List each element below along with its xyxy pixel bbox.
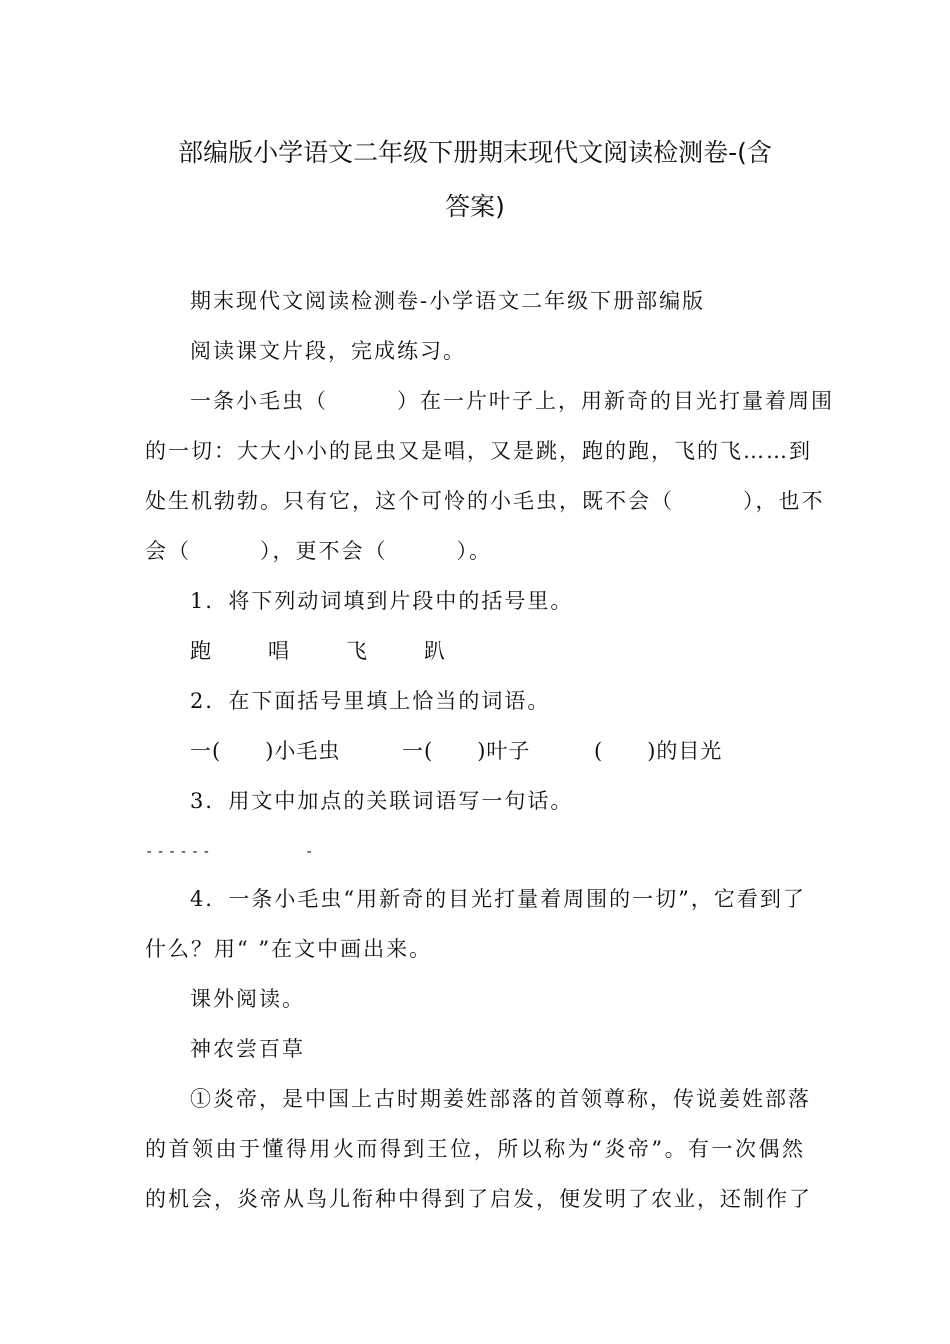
- question-2: 2．在下面括号里填上恰当的词语。: [190, 689, 551, 713]
- q2-item: 一( )叶子: [402, 739, 531, 763]
- document-title: [145, 126, 805, 234]
- q1-word: 唱: [268, 639, 291, 663]
- question-3: 3．用文中加点的关联词语写一句话。: [190, 789, 574, 813]
- passage-line-3: 处生机勃勃。只有它，这个可怜的小毛虫，既不会（ ），也不: [145, 489, 825, 513]
- q2-item: 一( )小毛虫: [190, 739, 341, 763]
- passage-line-2: 的一切：大大小小的昆虫又是唱，又是跳，跑的跑，飞的飞……到: [145, 439, 812, 463]
- passage-line-4: 会（ ），更不会（ ）。: [145, 539, 492, 563]
- question-4-line-2: 什么？用“ ”在文中画出来。: [145, 937, 433, 961]
- subtitle: 期末现代文阅读检测卷-小学语文二年级下册部编版: [190, 289, 706, 313]
- story-title: 神农尝百草: [190, 1037, 305, 1061]
- question-1: 1．将下列动词填到片段中的括号里。: [190, 589, 574, 613]
- q1-word: 飞: [346, 639, 369, 663]
- q2-item: ( )的目光: [594, 739, 723, 763]
- passage-line-1: 一条小毛虫（ ）在一片叶子上，用新奇的目光打量着周围: [190, 389, 834, 413]
- title-line-1: 部编版小学语文二年级下册期末现代文阅读检测卷-(含: [178, 138, 772, 167]
- answer-line: ------ -: [145, 844, 317, 860]
- story-line-1: ①炎帝，是中国上古时期姜姓部落的首领尊称，传说姜姓部落: [190, 1087, 811, 1111]
- story-line-3: 的机会，炎帝从鸟儿衔种中得到了启发，便发明了农业，还制作了: [145, 1187, 812, 1211]
- title-line-2: 答案): [445, 192, 505, 221]
- story-line-2: 的首领由于懂得用火而得到王位，所以称为“炎帝”。有一次偶然: [145, 1137, 805, 1161]
- q1-word: 跑: [190, 639, 213, 663]
- instruction: 阅读课文片段，完成练习。: [190, 339, 466, 363]
- question-4-line-1: 4．一条小毛虫“用新奇的目光打量着周围的一切”，它看到了: [190, 887, 806, 911]
- q1-word: 趴: [424, 639, 447, 663]
- extra-reading-heading: 课外阅读。: [190, 987, 305, 1011]
